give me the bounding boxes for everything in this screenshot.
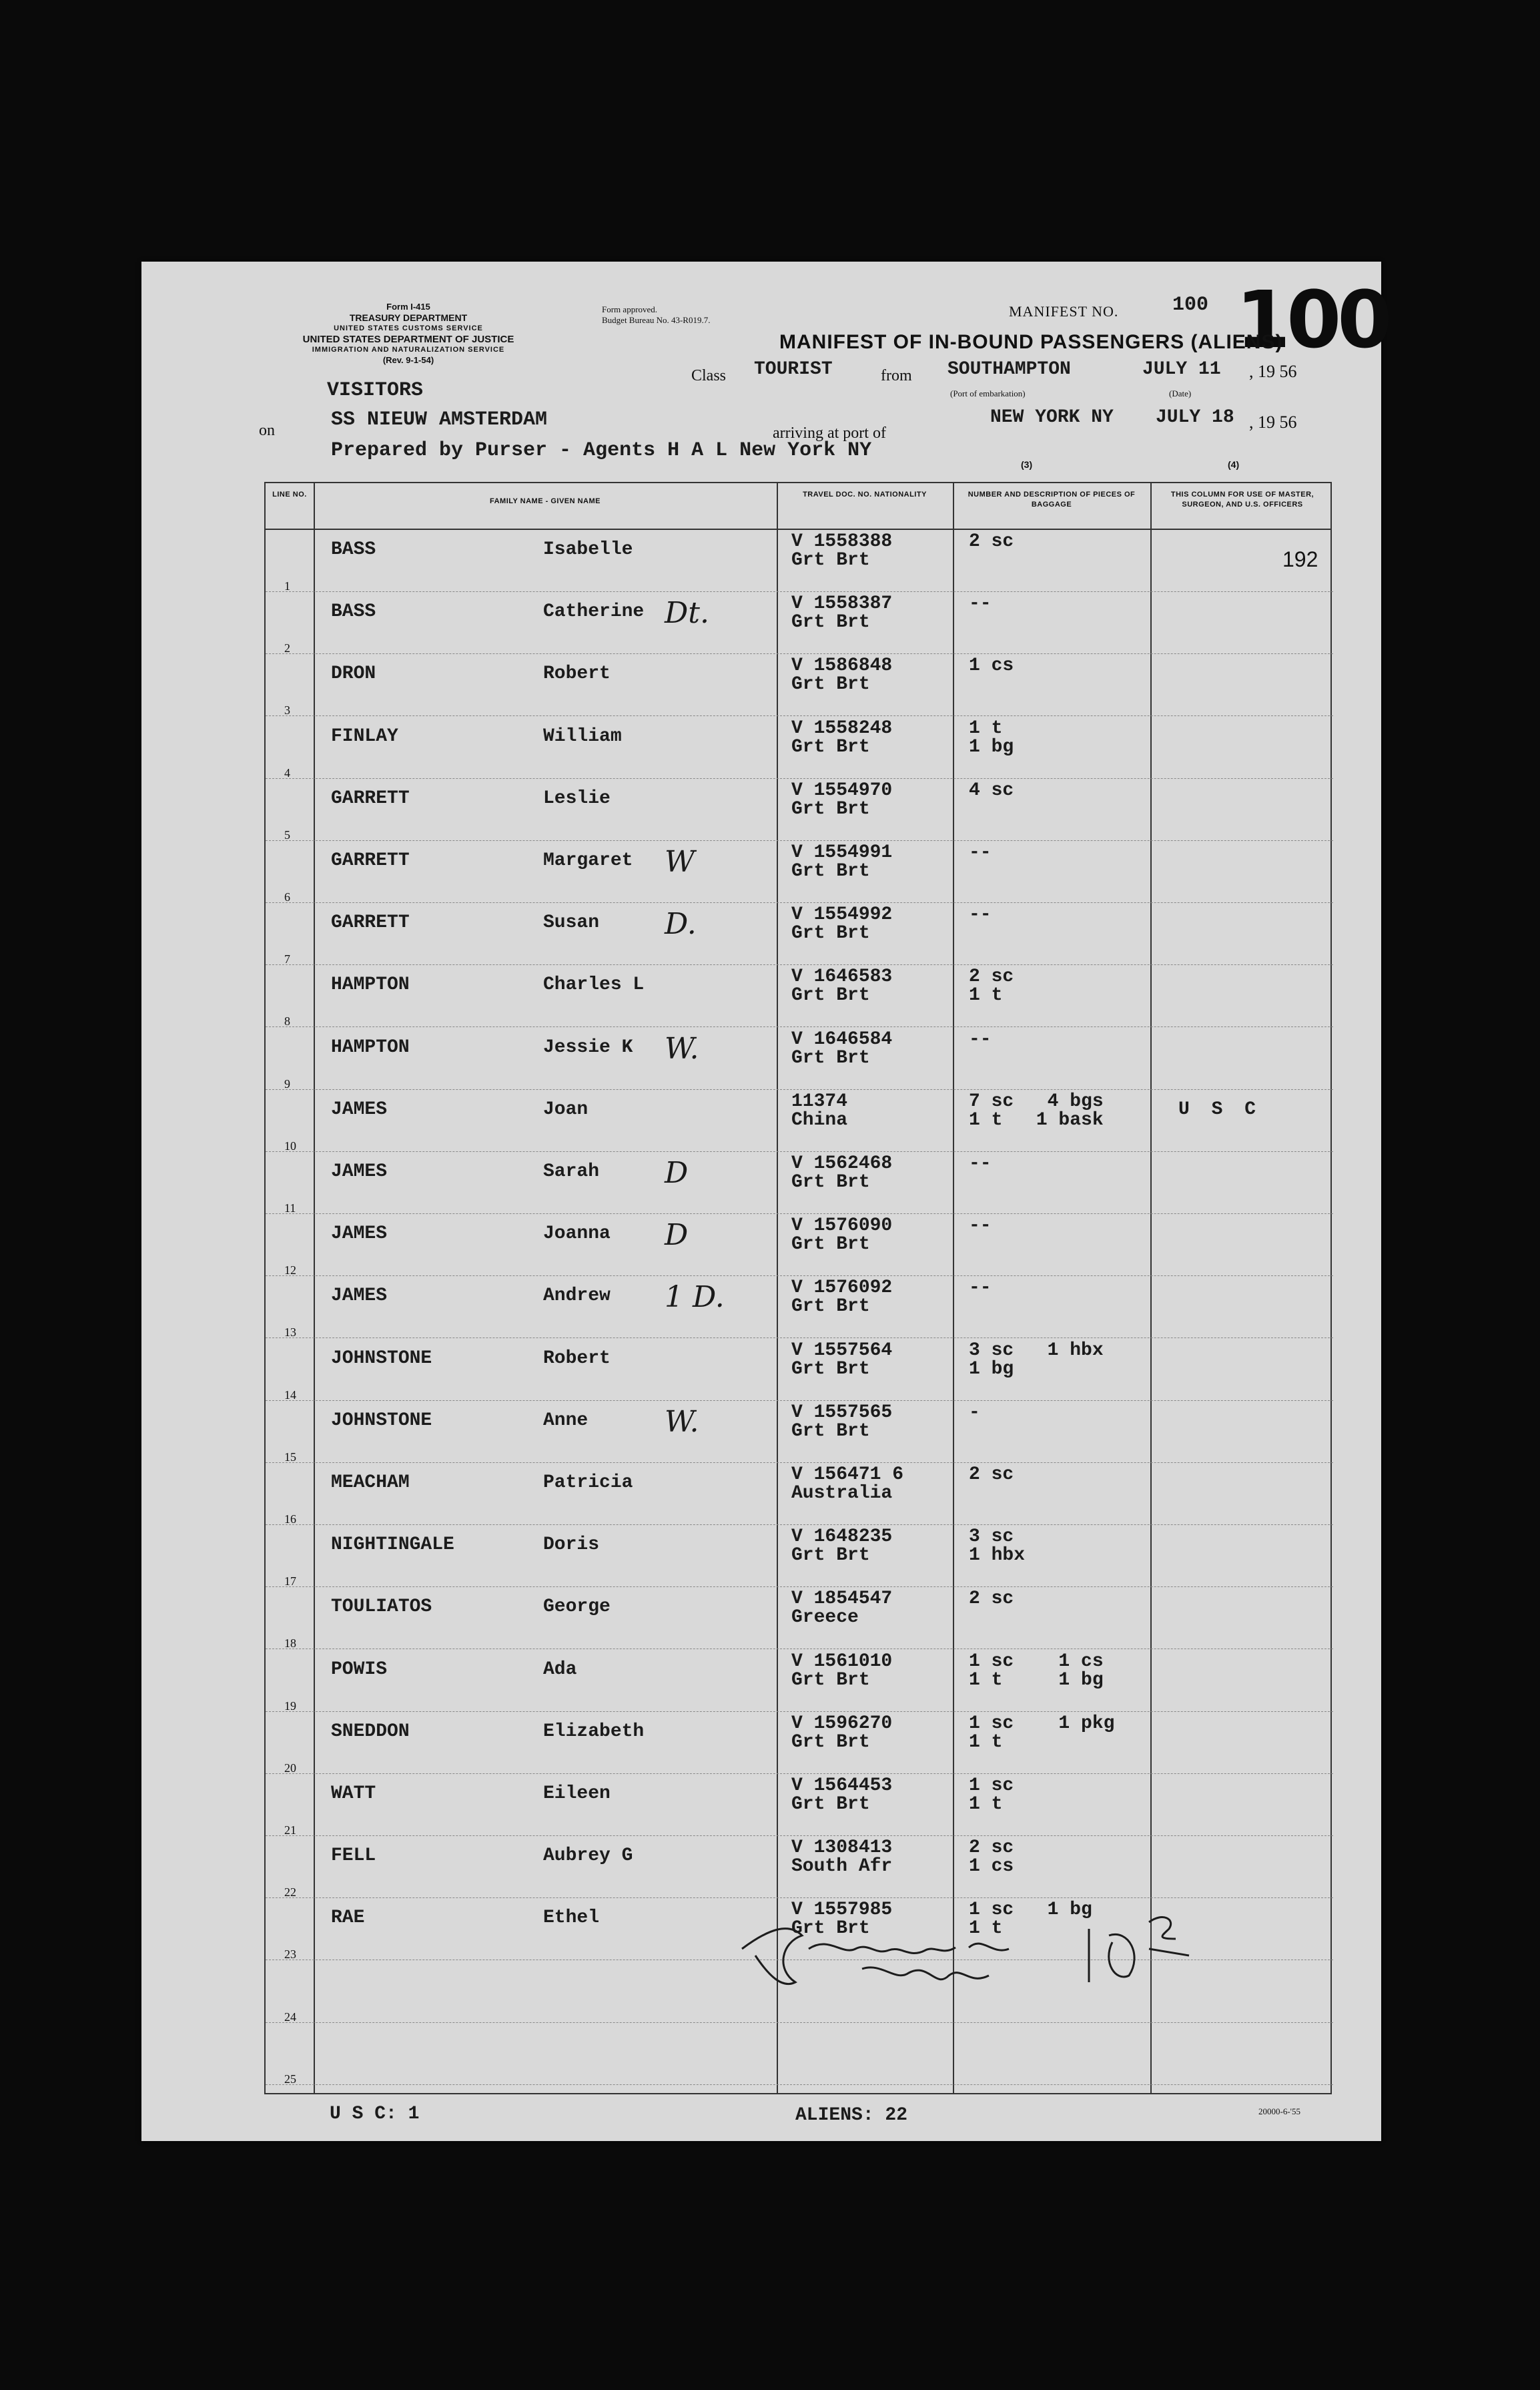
given-name: Joan	[543, 1099, 589, 1120]
travel-document	[791, 1590, 892, 1627]
family-name: TOULIATOS	[331, 1596, 432, 1618]
manifest-no-typed: 100	[1172, 294, 1209, 316]
travel-doc-number: V 1586848	[791, 655, 893, 677]
travel-doc-number: V 1596270	[791, 1713, 893, 1734]
line-number: 18	[284, 1636, 296, 1651]
line-number: 19	[284, 1699, 296, 1713]
justice-dept: UNITED STATES DEPARTMENT OF JUSTICE	[302, 333, 514, 345]
arrival-year-value: 56	[1279, 412, 1297, 432]
family-name: NIGHTINGALE	[331, 1534, 454, 1556]
given-name: Aubrey G	[543, 1845, 633, 1867]
travel-doc-number: V 1564453	[791, 1775, 893, 1796]
table-row	[266, 1650, 1333, 1712]
baggage-description: 7 sc 4 bgs 1 t 1 bask	[969, 1091, 1104, 1131]
footer-aliens-count: ALIENS: 22	[795, 2105, 908, 2126]
travel-doc-number: V 1558248	[791, 717, 893, 739]
column-number-3: (3)	[1021, 459, 1033, 470]
travel-doc-number: V 1558388	[791, 531, 893, 552]
given-name: William	[543, 725, 622, 747]
nationality: Grt Brt	[791, 1669, 870, 1691]
travel-document	[791, 1279, 892, 1316]
ins-service: IMMIGRATION AND NATURALIZATION SERVICE	[312, 346, 505, 354]
travel-doc-number: V 1646584	[791, 1028, 893, 1050]
line-number: 5	[284, 828, 290, 842]
treasury-dept: TREASURY DEPARTMENT	[349, 312, 468, 324]
header-name: FAMILY NAME - GIVEN NAME	[489, 497, 601, 505]
nationality: Grt Brt	[791, 612, 870, 633]
given-name: Ethel	[543, 1907, 600, 1929]
baggage-description: --	[969, 1277, 992, 1299]
given-name: George	[543, 1596, 611, 1618]
handwritten-mark: D	[665, 1218, 689, 1253]
handwritten-mark: D	[665, 1156, 689, 1190]
travel-doc-number: V 1576090	[791, 1215, 893, 1237]
signature-drawing	[729, 1909, 1329, 2002]
handwritten-mark: W	[665, 845, 695, 879]
travel-doc-number: V 1646583	[791, 966, 893, 988]
family-name: FINLAY	[331, 725, 398, 747]
line-number: 1	[284, 579, 290, 593]
travel-doc-number: V 1554992	[791, 904, 893, 926]
family-name: JAMES	[331, 1223, 388, 1245]
line-number: 3	[284, 703, 290, 717]
manifest-number-stamp: 100	[1236, 274, 1389, 366]
travel-doc-number: 11374	[791, 1091, 848, 1112]
family-name: HAMPTON	[331, 974, 410, 996]
baggage-description: 1 sc 1 pkg 1 t	[969, 1713, 1115, 1753]
baggage-description: 2 sc	[969, 1464, 1014, 1485]
nationality: Grt Brt	[791, 1731, 870, 1753]
baggage-description: --	[969, 1215, 992, 1237]
baggage-description: 1 cs	[969, 655, 1014, 677]
approved-line: Form approved.	[602, 304, 658, 314]
family-name: GARRETT	[331, 850, 410, 871]
baggage-description: --	[969, 1153, 992, 1174]
travel-doc-number: V 1562468	[791, 1153, 893, 1174]
nationality: Australia	[791, 1483, 893, 1504]
manifest-no-label: MANIFEST NO.	[1009, 303, 1119, 320]
line-number: 8	[284, 1014, 290, 1028]
family-name: JAMES	[331, 1161, 388, 1182]
travel-document	[791, 844, 892, 881]
handwritten-mark: 1 D.	[665, 1280, 725, 1315]
line-number: 15	[284, 1450, 296, 1464]
class-label: Class	[691, 367, 727, 384]
travel-document	[791, 719, 892, 757]
nationality: Grt Brt	[791, 1545, 870, 1566]
nationality: Grt Brt	[791, 736, 870, 758]
visitors-label: VISITORS	[327, 379, 424, 402]
family-name: HAMPTON	[331, 1036, 410, 1058]
given-name: Jessie K	[543, 1036, 633, 1058]
nationality: Grt Brt	[791, 1234, 870, 1255]
year-prefix: , 19	[1249, 362, 1275, 381]
table-row	[266, 1712, 1333, 1774]
line-number: 14	[284, 1388, 296, 1402]
port-embarkation-caption: (Port of embarkation)	[950, 388, 1026, 398]
family-name: JAMES	[331, 1285, 388, 1307]
baggage-description: 1 sc 1 bg 1 t	[969, 1899, 1092, 1939]
line-number: 2	[284, 641, 290, 655]
nationality: Grt Brt	[791, 1420, 870, 1442]
date-caption: (Date)	[1169, 388, 1192, 398]
given-name: Doris	[543, 1534, 600, 1556]
nationality: Grt Brt	[791, 1358, 870, 1380]
family-name: JOHNSTONE	[331, 1348, 432, 1369]
table-row	[266, 654, 1333, 716]
baggage-description: 3 sc 1 hbx 1 bg	[969, 1339, 1104, 1380]
manifest-page	[141, 262, 1389, 2141]
baggage-description: 2 sc 1 cs	[969, 1837, 1014, 1877]
travel-document	[791, 1653, 892, 1690]
baggage-description: 3 sc 1 hbx	[969, 1526, 1026, 1566]
arriving-label: arriving at port of	[773, 424, 886, 442]
arrival-date: JULY 18	[1156, 407, 1234, 428]
baggage-description: 2 sc	[969, 1588, 1014, 1610]
page-title: MANIFEST OF IN-BOUND PASSENGERS (ALIENS)	[779, 331, 1283, 353]
travel-document	[791, 1404, 892, 1441]
travel-doc-number: V 1557985	[791, 1899, 893, 1921]
on-label: on	[259, 422, 275, 439]
class-value: TOURIST	[754, 359, 833, 380]
line-number: 21	[284, 1823, 296, 1837]
family-name: BASS	[331, 539, 376, 560]
travel-document	[791, 1341, 892, 1379]
nationality: Greece	[791, 1607, 859, 1628]
table-row	[266, 779, 1333, 841]
baggage-description: 1 t 1 bg	[969, 717, 1014, 758]
travel-doc-number: V 1854547	[791, 1588, 893, 1610]
line-number: 22	[284, 1885, 296, 1899]
line-number: 11	[284, 1201, 296, 1215]
travel-document	[791, 1093, 847, 1130]
family-name: GARRETT	[331, 788, 410, 809]
nationality: Grt Brt	[791, 1918, 870, 1939]
year-prefix: , 19	[1249, 412, 1275, 432]
line-number: 24	[284, 2010, 296, 2024]
baggage-description: --	[969, 904, 992, 926]
nationality: Grt Brt	[791, 798, 870, 820]
table-row	[266, 841, 1333, 903]
customs-service: UNITED STATES CUSTOMS SERVICE	[334, 324, 483, 332]
travel-document	[791, 906, 892, 943]
family-name: WATT	[331, 1783, 376, 1804]
nationality: South Afr	[791, 1856, 893, 1877]
family-name: POWIS	[331, 1659, 388, 1680]
table-row	[266, 717, 1333, 779]
handwritten-mark: W.	[665, 1404, 699, 1439]
table-row	[266, 1028, 1333, 1090]
baggage-description: 4 sc	[969, 780, 1014, 801]
travel-doc-number: V 1576092	[791, 1277, 893, 1299]
nationality: Grt Brt	[791, 923, 870, 944]
family-name: FELL	[331, 1845, 376, 1867]
given-name: Sarah	[543, 1161, 600, 1182]
line-number: 4	[284, 766, 290, 780]
handwritten-mark: Dt.	[665, 596, 709, 631]
line-number: 7	[284, 952, 290, 966]
given-name: Leslie	[543, 788, 611, 809]
officer-note: U S C	[1178, 1099, 1262, 1120]
given-name: Joanna	[543, 1223, 611, 1245]
travel-document	[791, 1217, 892, 1254]
line-number: 13	[284, 1325, 296, 1339]
table-row	[266, 1276, 1333, 1338]
given-name: Margaret	[543, 850, 633, 871]
family-name: RAE	[331, 1907, 365, 1929]
ship-name: SS NIEUW AMSTERDAM	[331, 408, 548, 431]
footer-usc-count: U S C: 1	[330, 2104, 420, 2124]
baggage-description: 1 sc 1 cs 1 t 1 bg	[969, 1651, 1104, 1691]
baggage-description: 1 sc 1 t	[969, 1775, 1014, 1815]
family-name: DRON	[331, 663, 376, 685]
nationality: Grt Brt	[791, 861, 870, 882]
header-baggage: NUMBER AND DESCRIPTION OF PIECES OF BAGGAGE	[968, 491, 1136, 509]
baggage-description: -	[969, 1402, 980, 1423]
line-number: 6	[284, 890, 290, 904]
given-name: Charles L	[543, 974, 645, 996]
page-stamp-number: 192	[1282, 547, 1318, 571]
line-number: 12	[284, 1263, 296, 1277]
travel-document	[791, 657, 892, 694]
table-row	[266, 1401, 1333, 1463]
travel-doc-number: V 1554970	[791, 780, 893, 801]
table-row	[266, 1090, 1333, 1152]
travel-doc-number: V 1561010	[791, 1651, 893, 1672]
travel-document	[791, 968, 892, 1005]
baggage-description: --	[969, 593, 992, 615]
family-name: MEACHAM	[331, 1472, 410, 1493]
passenger-table	[264, 482, 1332, 2094]
table-row	[266, 965, 1333, 1027]
travel-document	[791, 595, 892, 632]
departure-year-value: 56	[1279, 362, 1297, 381]
nationality: Grt Brt	[791, 1172, 870, 1193]
travel-document	[791, 1777, 892, 1814]
form-number: Form I-415	[386, 302, 430, 312]
form-header-left	[222, 302, 595, 366]
travel-document	[791, 1528, 892, 1565]
given-name: Eileen	[543, 1783, 611, 1804]
baggage-description: --	[969, 1028, 992, 1050]
given-name: Isabelle	[543, 539, 633, 560]
from-label: from	[881, 367, 912, 384]
table-row	[266, 1836, 1333, 1898]
nationality: Grt Brt	[791, 1047, 870, 1069]
baggage-description: --	[969, 842, 992, 863]
table-row	[266, 1463, 1333, 1525]
family-name: SNEDDON	[331, 1721, 410, 1742]
table-row	[266, 903, 1333, 965]
prepared-by: Prepared by Purser - Agents H A L New York NY	[331, 439, 872, 462]
handwritten-mark: D.	[665, 907, 697, 942]
travel-doc-number: V 1648235	[791, 1526, 893, 1548]
header-officers: THIS COLUMN FOR USE OF MASTER, SURGEON, AND U.S. OFFICERS	[1170, 491, 1314, 509]
given-name: Elizabeth	[543, 1721, 645, 1742]
line-number: 9	[284, 1077, 290, 1091]
travel-doc-number: V 1557564	[791, 1339, 893, 1361]
family-name: JAMES	[331, 1099, 388, 1120]
line-number: 16	[284, 1512, 296, 1526]
given-name: Ada	[543, 1659, 577, 1680]
given-name: Susan	[543, 912, 600, 934]
family-name: BASS	[331, 601, 376, 623]
budget-bureau-line: Budget Bureau No. 43-R019.7.	[602, 315, 711, 326]
travel-document	[791, 533, 892, 570]
baggage-description: 2 sc 1 t	[969, 966, 1014, 1006]
given-name: Robert	[543, 663, 611, 685]
given-name: Andrew	[543, 1285, 611, 1307]
travel-document	[791, 1030, 892, 1068]
travel-doc-number: V 1308413	[791, 1837, 893, 1859]
table-row	[266, 1152, 1333, 1214]
nationality: Grt Brt	[791, 1296, 870, 1317]
table-row	[266, 1774, 1333, 1836]
table-row	[266, 1339, 1333, 1401]
baggage-description: 2 sc	[969, 531, 1014, 552]
port-of-arrival: NEW YORK NY	[990, 407, 1114, 428]
line-number: 23	[284, 1948, 296, 1962]
officer-signature	[729, 1909, 1329, 2006]
travel-document	[791, 1155, 892, 1192]
given-name: Anne	[543, 1410, 589, 1431]
travel-document	[791, 1839, 892, 1876]
line-number: 17	[284, 1574, 296, 1588]
nationality: China	[791, 1109, 848, 1131]
line-number: 20	[284, 1761, 296, 1775]
table-row	[266, 1525, 1333, 1587]
given-name: Patricia	[543, 1472, 633, 1493]
travel-doc-number: V 1557565	[791, 1402, 893, 1423]
column-number-4: (4)	[1228, 459, 1240, 470]
footer-print-code: 20000-6-'55	[1258, 2106, 1301, 2116]
nationality: Grt Brt	[791, 674, 870, 695]
table-row	[266, 530, 1333, 592]
line-number: 10	[284, 1139, 296, 1153]
table-row	[266, 592, 1333, 654]
form-revision: (Rev. 9-1-54)	[382, 355, 434, 365]
form-approval	[602, 304, 710, 326]
arrival-year	[1249, 412, 1297, 432]
travel-document	[791, 1715, 892, 1752]
family-name: JOHNSTONE	[331, 1410, 432, 1431]
line-number: 25	[284, 2072, 296, 2086]
travel-doc-number: V 1558387	[791, 593, 893, 615]
handwritten-mark: W.	[665, 1031, 699, 1066]
table-row	[266, 2023, 1333, 2085]
departure-year	[1249, 362, 1297, 382]
header-line-no: LINE NO.	[272, 491, 307, 499]
departure-date: JULY 11	[1142, 359, 1221, 380]
travel-doc-number: V 156471 6	[791, 1464, 904, 1485]
nationality: Grt Brt	[791, 1794, 870, 1815]
table-row	[266, 1214, 1333, 1276]
family-name: GARRETT	[331, 912, 410, 934]
table-row	[266, 1587, 1333, 1649]
port-of-embarkation: SOUTHAMPTON	[947, 359, 1071, 380]
header-travel-doc: TRAVEL DOC. NO. NATIONALITY	[803, 491, 927, 499]
travel-doc-number: V 1554991	[791, 842, 893, 863]
given-name: Robert	[543, 1348, 611, 1369]
nationality: Grt Brt	[791, 985, 870, 1006]
given-name: Catherine	[543, 601, 645, 623]
travel-document	[791, 782, 892, 819]
travel-document	[791, 1466, 903, 1503]
nationality: Grt Brt	[791, 550, 870, 571]
